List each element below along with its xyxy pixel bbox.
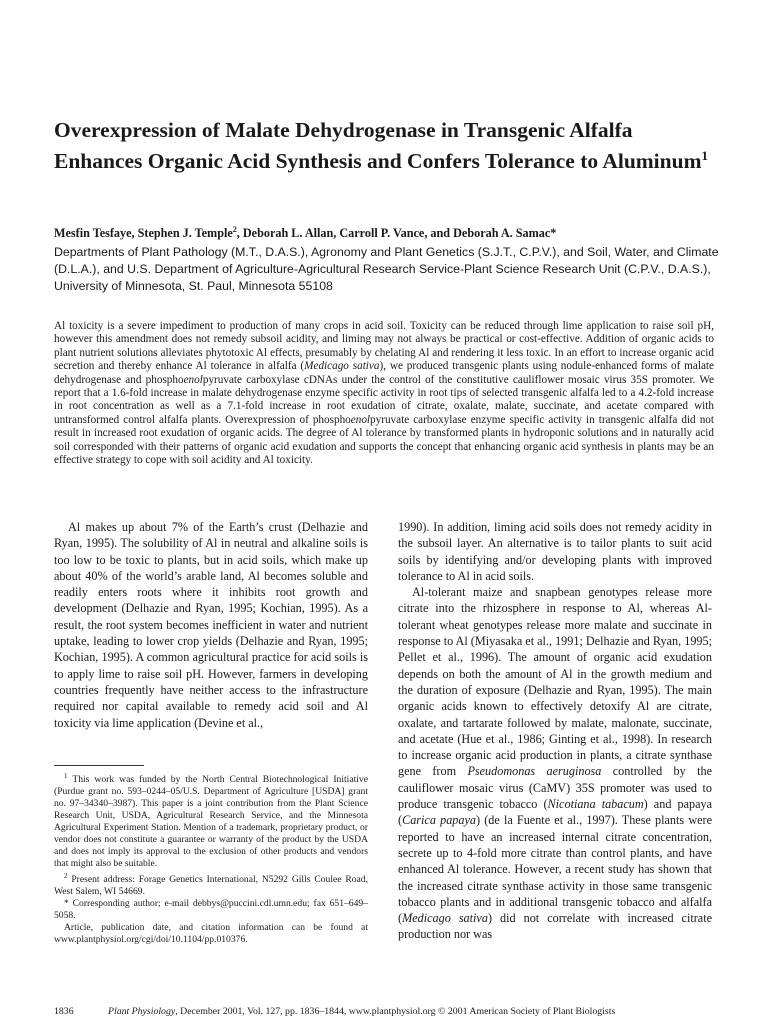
footnote-citation-info: Article, publication date, and citation information can be found at www.plantphysiol.org/cgi/doi/10.1104/pp.010376. bbox=[54, 922, 368, 946]
body-paragraph: 1990). In addition, liming acid soils does not remedy acidity in the subsoil layer. An alternative is to tailor plants to suit acid soils by identifying and/or developing plants with improved tolerance to Al in acid soils. bbox=[398, 520, 712, 583]
species-name-italic: Pseudomonas aeruginosa bbox=[467, 764, 602, 779]
abstract bbox=[54, 320, 714, 467]
footnote-1-mark: 1 bbox=[64, 772, 68, 780]
body-text: Al-tolerant maize and snapbean genotypes release more citrate into the rhizosphere in response to Al, whereas Al-tolerant wheat genotypes release more malate and succinate in response to Al (Miyasaka et al., 1991; Delhazie and Ryan, 1995; Pellet et al., 1996). The amount of organic acid exudation depends on both the amount of Al in the growth medium and the duration of exposure (Delhazie and Ryan, 1995). The main organic acids known to effectively detoxify Al are citrate, oxalate, and tartarate followed by malate, malonate, succinate, and acetate (Hue et al., 1986; Ginting et al., 1998). In research to increase organic acid production in plants, a citrate synthase gene from bbox=[398, 585, 712, 779]
body-text: ) and papaya ( bbox=[398, 797, 712, 828]
abstract-species-italic: Medicago sativa bbox=[304, 360, 380, 373]
body-paragraph: Al makes up about 7% of the Earth’s crust (Delhazie and Ryan, 1995). The solubility of Al in neutral and alkaline soils is too low to be toxic to plants, but in acid soils, which make up about 40% of the world’s arable land, Al becomes soluble and readily enters roots where it inhibits root growth and development (Delhazie and Ryan, 1995; Kochian, 1995). As a result, the root system becomes inefficient in water and nutrient uptake, leading to lower crop yields (Delhazie and Ryan, 1995; Kochian, 1995). A common agricultural practice for acid soils is to apply lime to raise soil pH. However, farmers in developing countries frequently have neither access to the infrastructure required nor capital available to remedy acid soil and Al toxicity via lime application (Devine et al., bbox=[54, 520, 368, 730]
footnote-1-text: This work was funded by the North Central Biotechnological Initiative (Purdue grant no. 593–0244–05/U.S. Department of Agriculture [USDA] grant no. 97–34340–3987). This paper is a joint contribution from the Plant Science Research Unit, USDA, Agricultural Research Service, and the Minnesota Agricultural Experiment Station. Mention of a trademark, proprietary product, or vendor does not constitute a guarantee or warranty of the product by the USDA and does not imply its approval to the exclusion of other products and vendors that might also be suitable. bbox=[54, 774, 368, 870]
journal-citation bbox=[108, 1006, 615, 1018]
body-text: controlled by the cauliflower mosaic virus (CaMV) 35S promoter was used to produce transgenic tobacco ( bbox=[398, 764, 712, 812]
author-footnote-mark: 2 bbox=[232, 225, 237, 234]
article-title bbox=[54, 118, 724, 174]
abstract-enol-italic-1: enol bbox=[183, 373, 203, 386]
footnote-divider bbox=[54, 765, 144, 766]
citation-text: , December 2001, Vol. 127, pp. 1836–1844, www.plantphysiol.org © 2001 American Society of Plant Biologists bbox=[175, 1006, 616, 1017]
species-name-italic: Nicotiana tabacum bbox=[547, 797, 644, 812]
abstract-text-1: Al toxicity is a severe impediment to production of many crops in acid soil. Toxicity can be reduced through lime application to raise soil pH, however this amendment does not remedy subsoil acidity, and liming may not always be practical or cost-effective. Addition of organic acids to plant nutrient solutions alleviates phytotoxic Al effects, presumably by chelating Al and rendering it less toxic. In an effort to increase organic acid secretion and thereby enhance Al tolerance in alfalfa ( bbox=[54, 320, 714, 373]
article-title-text: Overexpression of Malate Dehydrogenase in Transgenic Alfalfa Enhances Organic Acid Synthesis and Confers Tolerance to Aluminum bbox=[54, 118, 702, 174]
affiliation: Departments of Plant Pathology (M.T., D.A.S.), Agronomy and Plant Genetics (S.J.T., C.P.V.), and Soil, Water, and Climate (D.L.A.), and U.S. Department of Agriculture-Agricultural Research Service-Plant Science Research Unit (C.P.V., D.A.S.), University of Minnesota, St. Paul, Minnesota 55108 bbox=[54, 245, 719, 293]
body-text: ) (de la Fuente et al., 1997). These plants were reported to have an increased internal citrate concentration, secrete up to 4-fold more citrate than control plants, and have enhanced Al tolerance. However, a recent study has shown that the increased citrate synthase activity in those same transgenic tobacco plants and in additional transgenic tobacco and alfalfa ( bbox=[398, 813, 713, 926]
body-text: ) did not correlate with increased citrate production nor was bbox=[398, 911, 712, 942]
title-footnote-mark: 1 bbox=[701, 148, 708, 163]
species-name-italic: Carica papaya bbox=[402, 813, 476, 828]
authors-part-2: , Deborah L. Allan, Carroll P. Vance, and Deborah A. Samac* bbox=[236, 226, 557, 241]
page-number: 1836 bbox=[54, 1006, 74, 1017]
journal-name: Plant Physiology bbox=[108, 1006, 176, 1017]
abstract-text-2: ), we produced transgenic plants using nodule-enhanced forms of malate dehydrogenase and phospho bbox=[54, 360, 714, 386]
author-list bbox=[54, 222, 724, 241]
body-column-left bbox=[54, 519, 368, 731]
footnote-1 bbox=[54, 770, 368, 870]
abstract-text-3: pyruvate carboxylase cDNAs under the control of the constitutive cauliflower mosaic virus 35S promoter. We report that a 1.6-fold increase in malate dehydrogenase enzyme specific activity in root tips of selected transgenic alfalfa led to a 4.2-fold increase in root concentration as well as a 7.1-fold increase in root exudation of citrate, oxalate, malate, succinate, and acetate compared with untransformed control alfalfa plants. Overexpression of phospho bbox=[54, 373, 714, 426]
footnote-2-text: Present address: Forage Genetics International, N5292 Gills Coulee Road, West Salem, WI 54669. bbox=[54, 874, 368, 898]
abstract-text-4: pyruvate carboxylase enzyme specific activity in transgenic alfalfa did not result in increased root exudation of organic acids. The degree of Al tolerance by transformed plants in hydroponic solutions and in naturally acid soil corresponded with their patterns of organic acid exudation and supports the concept that enhancing organic acid synthesis in plants may be an effective strategy to cope with soil acidity and Al toxicity. bbox=[54, 413, 714, 467]
footnote-2-mark: 2 bbox=[64, 872, 68, 881]
footnotes bbox=[54, 770, 368, 946]
authors-part-1: Mesfin Tesfaye, Stephen J. Temple bbox=[54, 226, 233, 241]
species-name-italic: Medicago sativa bbox=[402, 911, 488, 926]
abstract-enol-italic-2: enol bbox=[350, 413, 371, 426]
footnote-corresponding: * Corresponding author; e-mail debbys@puccini.cdl.umn.edu; fax 651–649–5058. bbox=[54, 898, 368, 922]
footnote-2 bbox=[54, 870, 368, 898]
body-column-right bbox=[398, 519, 712, 943]
body-paragraph bbox=[398, 584, 712, 943]
